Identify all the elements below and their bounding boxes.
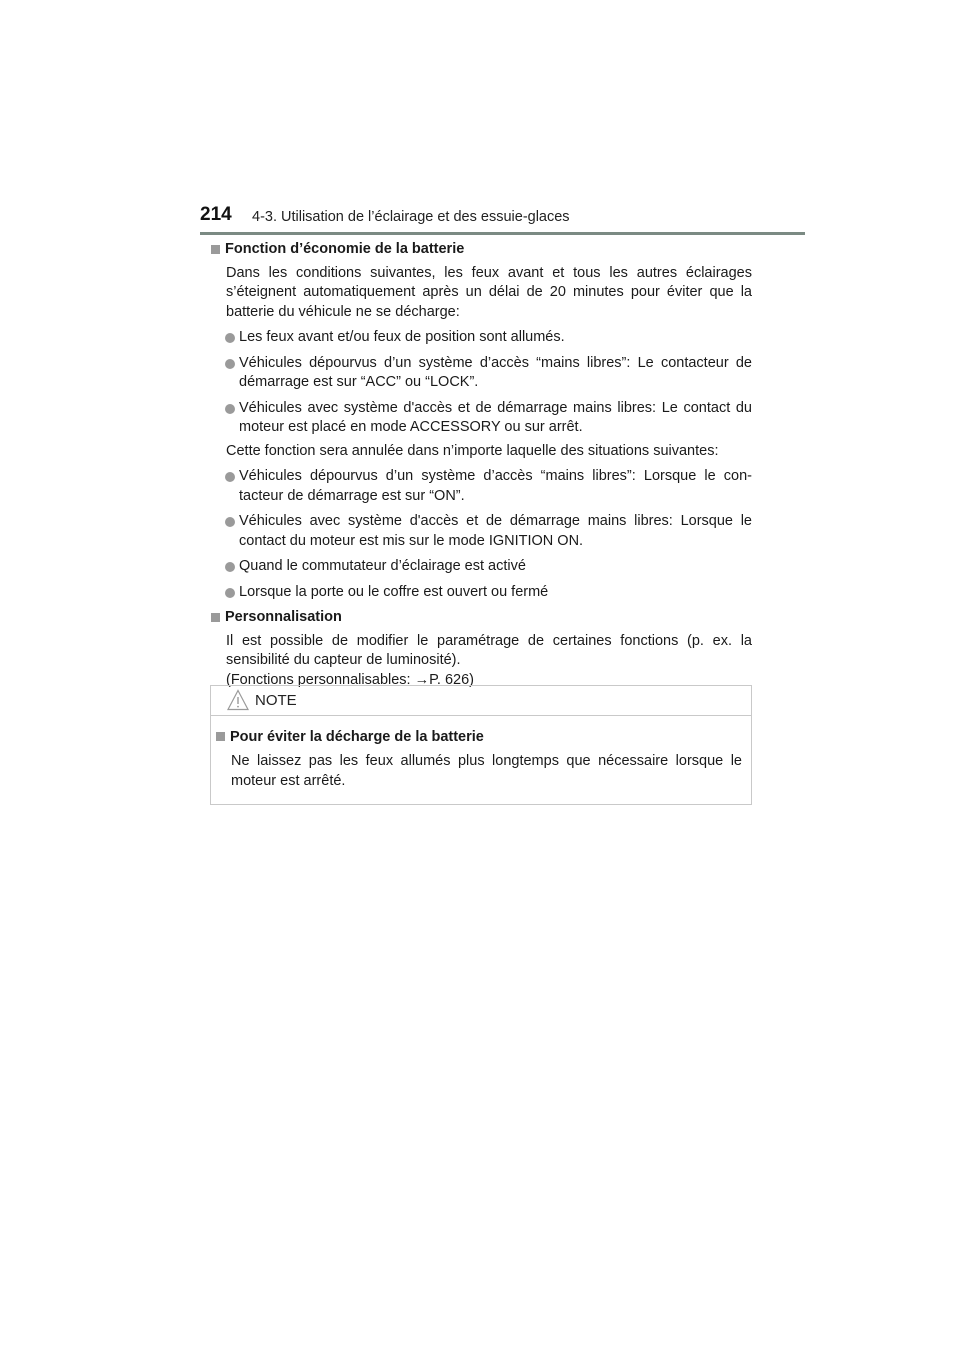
list-item — [211, 467, 752, 506]
list-item-text: Véhicules dépourvus d’un système d’accès “mains libres”: Le contacteur de démarrage est sur “ACC” ou “LOCK”. — [239, 354, 752, 390]
list-item — [211, 354, 752, 393]
paragraph: Cette fonction sera annulée dans n’importe laquelle des situations suivantes: — [226, 442, 719, 459]
round-bullet-icon — [225, 359, 235, 369]
list-item-text: Véhicules avec système d'accès et de démarrage mains libres: Le contact du moteur est placé en mode ACCESSORY ou sur arrêt. — [239, 399, 752, 435]
list-item-text: Véhicules avec système d'accès et de démarrage mains libres: Lorsque le contact du moteur est mis sur le mode IGNITION ON. — [239, 513, 752, 549]
paragraph: (Fonctions personnalisables: →P. 626) — [226, 671, 474, 688]
heading-text: Personnalisation — [225, 609, 342, 625]
list-item — [211, 399, 752, 438]
round-bullet-icon — [225, 404, 235, 414]
list-item-text: Véhicules dépourvus d’un système d’accès “mains libres”: Lorsque le con- tacteur de démarrage est sur “ON”. — [239, 468, 752, 504]
note-title: NOTE — [255, 692, 297, 709]
note-box — [210, 685, 752, 805]
list-item — [211, 557, 752, 577]
list-item-text: Quand le commutateur d’éclairage est activé — [239, 558, 526, 574]
round-bullet-icon — [225, 472, 235, 482]
square-bullet-icon — [216, 732, 225, 741]
square-bullet-icon — [211, 245, 220, 254]
page-number: 214 — [200, 204, 232, 225]
paragraph: Il est possible de modifier le paramétrage de certaines fonctions (p. ex. la sensibilité du capteur de luminosité). — [226, 632, 752, 668]
round-bullet-icon — [225, 588, 235, 598]
main-content — [211, 240, 752, 690]
heading-text: Fonction d’économie de la batterie — [225, 241, 465, 257]
list-item-text: Les feux avant et/ou feux de position sont allumés. — [239, 329, 565, 345]
section-heading — [211, 240, 752, 260]
round-bullet-icon — [225, 562, 235, 572]
heading-text: Pour éviter la décharge de la batterie — [230, 729, 484, 745]
note-header — [211, 686, 751, 716]
list-item-text: Lorsque la porte ou le coffre est ouvert ou fermé — [239, 583, 549, 600]
paragraph: Dans les conditions suivantes, les feux avant et tous les autres éclairages s’éteignent automatiquement après un délai de 20 minutes pour éviter que la batterie du véhicule ne se décharge: — [226, 264, 752, 320]
section-heading — [211, 608, 752, 628]
warning-triangle-icon — [227, 689, 249, 711]
list-item — [211, 328, 752, 348]
round-bullet-icon — [225, 333, 235, 343]
note-text: Ne laissez pas les feux allumés plus longtemps que nécessaire lorsque le moteur est arrêté. — [231, 753, 742, 789]
header-rule — [200, 232, 805, 235]
round-bullet-icon — [225, 517, 235, 527]
note-body — [216, 727, 742, 791]
list-item — [211, 512, 752, 551]
note-heading — [216, 727, 742, 747]
section-title: 4-3. Utilisation de l’éclairage et des essuie-glaces — [252, 209, 570, 225]
page-header — [200, 204, 805, 236]
square-bullet-icon — [211, 613, 220, 622]
list-item — [211, 583, 752, 603]
